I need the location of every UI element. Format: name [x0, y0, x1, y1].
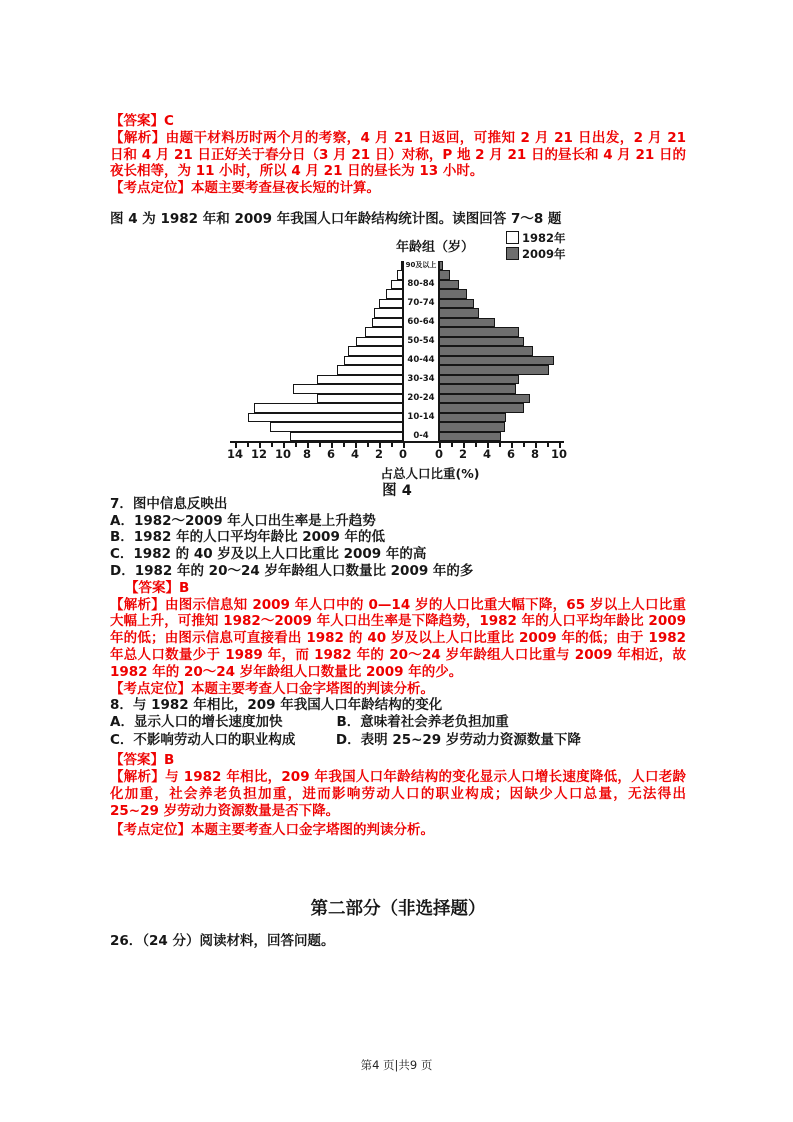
bar-1982-5-9 — [270, 422, 403, 432]
axis-tick — [475, 443, 477, 447]
q6-focus: 【考点定位】本题主要考查昼夜长短的计算。 — [110, 180, 380, 197]
legend-swatch-1982-icon — [506, 231, 519, 244]
pyramid-rows — [235, 261, 559, 442]
bar-1982-80-84 — [391, 280, 403, 290]
age-label-20-24: 20-24 — [403, 394, 439, 404]
q8-answer: 【答案】B — [110, 752, 175, 769]
q7-analysis: 【解析】由图示信息知 2009 年人口中的 0—14 岁的人口比重大幅下降，65 岁以上人口比重大幅上升，可推知 1982～2009 年人口出生率是下降趋势，1982 年的人口平均年龄比 2009 年的低；由图示信息可直接看出 1982 的 40 岁及以上人口比重比 2009 年的低；由于 1982 年总人口数量少于 1989 年，而 1982 年的 20～24 岁年龄组人口比重与 2009 年相近，故 1982 年的 20～24 岁年龄组人口数量比 2009 年的少。 — [110, 596, 686, 680]
q7-option-c: C．1982 的 40 岁及以上人口比重比 2009 年的高 — [110, 546, 427, 563]
axis-tick-label: 2 — [458, 447, 467, 462]
bar-1982-50-54 — [356, 337, 403, 347]
q7-option-a: A．1982～2009 年人口出生率是上升趋势 — [110, 512, 376, 529]
chart-legend — [506, 230, 566, 262]
age-label-10-14: 10-14 — [403, 413, 439, 423]
q8-focus: 【考点定位】本题主要考查人口金字塔图的判读分析。 — [110, 822, 434, 839]
population-pyramid-chart — [110, 228, 686, 499]
axis-tick — [547, 443, 549, 447]
bar-2009-90及以上 — [439, 261, 443, 271]
pyramid-row-60-64 — [235, 318, 559, 328]
bar-2009-65-69 — [439, 308, 479, 318]
pyramid-row-0-4 — [235, 432, 559, 442]
bar-1982-0-4 — [290, 432, 403, 442]
pyramid-row-30-34 — [235, 375, 559, 385]
bar-2009-15-19 — [439, 403, 524, 413]
page-content — [110, 113, 686, 950]
bar-1982-15-19 — [254, 403, 403, 413]
chart-title: 年龄组（岁） — [395, 239, 474, 255]
bar-2009-30-34 — [439, 375, 519, 385]
legend-label-2009: 2009年 — [522, 246, 566, 261]
axis-tick-label: 8 — [302, 447, 311, 462]
age-label-90及以上: 90及以上 — [403, 261, 439, 271]
axis-tick — [271, 443, 273, 447]
legend-swatch-2009-icon — [506, 247, 519, 260]
bar-1982-60-64 — [372, 318, 403, 328]
axis-tick-label: 10 — [274, 447, 291, 462]
bar-2009-25-29 — [439, 384, 516, 394]
page-footer: 第4 页|共9 页 — [360, 1058, 433, 1072]
axis-tick-label: 10 — [550, 447, 567, 462]
q8-stem: 8．与 1982 年相比，209 年我国人口年龄结构的变化 — [110, 697, 443, 714]
axis-tick-label: 14 — [226, 447, 243, 462]
axis-tick — [523, 443, 525, 447]
legend-item-2009 — [506, 246, 566, 262]
axis-tick-label: 0 — [398, 447, 407, 462]
axis-tick-label: 6 — [326, 447, 335, 462]
bar-1982-40-44 — [344, 356, 403, 366]
pyramid-row-45-49 — [235, 346, 559, 356]
axis-tick-label: 12 — [250, 447, 267, 462]
bar-2009-0-4 — [439, 432, 501, 442]
bar-2009-45-49 — [439, 346, 533, 356]
pyramid-row-5-9 — [235, 422, 559, 432]
bar-2009-10-14 — [439, 413, 506, 423]
bar-1982-55-59 — [365, 327, 403, 337]
pyramid-row-35-39 — [235, 365, 559, 375]
pyramid-row-15-19 — [235, 403, 559, 413]
bar-2009-55-59 — [439, 327, 519, 337]
pyramid-row-75-79 — [235, 289, 559, 299]
axis-tick — [367, 443, 369, 447]
bar-2009-5-9 — [439, 422, 505, 432]
q8-options-cd: C．不影响劳动人口的职业构成 D．表明 25~29 岁劳动力资源数量下降 — [110, 731, 581, 748]
section2-heading: 第二部分（非选择题） — [310, 899, 486, 920]
age-label-50-54: 50-54 — [403, 337, 439, 347]
figure-intro: 图 4 为 1982 年和 2009 年我国人口年龄结构统计图。读图回答 7～8 题 — [110, 210, 562, 227]
axis-tick — [343, 443, 345, 447]
pyramid-row-70-74 — [235, 299, 559, 309]
q7-stem: 7．图中信息反映出 — [110, 495, 228, 512]
axis-tick-label: 2 — [374, 447, 383, 462]
age-label-0-4: 0-4 — [403, 432, 439, 442]
chart-xlabel: 占总人口比重(%) — [380, 465, 480, 481]
axis-tick-label: 0 — [434, 447, 443, 462]
axis-tick — [499, 443, 501, 447]
q26-intro: 26．（24 分）阅读材料，回答问题。 — [110, 933, 335, 950]
age-label-40-44: 40-44 — [403, 356, 439, 366]
pyramid-row-40-44 — [235, 356, 559, 366]
axis-tick — [319, 443, 321, 447]
q8-options-ab: A．显示人口的增长速度加快 B．意味着社会养老负担加重 — [110, 714, 509, 731]
bar-2009-40-44 — [439, 356, 554, 366]
age-label-30-34: 30-34 — [403, 375, 439, 385]
axis-tick-label: 4 — [350, 447, 359, 462]
bar-1982-35-39 — [337, 365, 403, 375]
pyramid-row-25-29 — [235, 384, 559, 394]
bar-1982-85-89 — [397, 270, 403, 280]
bar-1982-30-34 — [317, 375, 403, 385]
q8-analysis: 【解析】与 1982 年相比，209 年我国人口年龄结构的变化显示人口增长速度降低，人口老龄化加重，社会养老负担加重，进而影响劳动人口的职业构成；因缺少人口总量，无法得出 25~29 岁劳动力资源数量是否下降。 — [110, 768, 686, 819]
axis-tick — [247, 443, 249, 447]
bar-2009-20-24 — [439, 394, 530, 404]
q7-option-d: D．1982 年的 20～24 岁年龄组人口数量比 2009 年的多 — [110, 562, 474, 579]
bar-1982-90及以上 — [401, 261, 403, 271]
axis-tick-label: 4 — [482, 447, 491, 462]
pyramid-axis — [226, 441, 567, 465]
chart-caption: 图 4 — [382, 482, 412, 499]
legend-item-1982 — [506, 230, 566, 246]
bar-2009-70-74 — [439, 299, 474, 309]
bar-1982-70-74 — [379, 299, 403, 309]
bar-2009-75-79 — [439, 289, 467, 299]
q6-analysis: 【解析】由题干材料历时两个月的考察，4 月 21 日返回，可推知 2 月 21 日出发，2 月 21 日和 4 月 21 日正好关于春分日（3 月 21 日）对称，P 地 2 月 21 日的昼长和 4 月 21 日的夜长相等，为 11 小时，所以 4 月 21 日的昼长为 13 小时。 — [110, 129, 686, 180]
q7-answer: 【答案】B — [125, 579, 190, 596]
bar-2009-80-84 — [439, 280, 459, 290]
bar-2009-50-54 — [439, 337, 524, 347]
pyramid-row-85-89 — [235, 270, 559, 280]
age-label-60-64: 60-64 — [403, 318, 439, 328]
bar-1982-65-69 — [374, 308, 403, 318]
bar-2009-60-64 — [439, 318, 495, 328]
pyramid-row-80-84 — [235, 280, 559, 290]
bar-2009-85-89 — [439, 270, 450, 280]
pyramid-row-90及以上 — [235, 261, 559, 271]
axis-tick — [391, 443, 393, 447]
axis-tick-label: 6 — [506, 447, 515, 462]
q7-option-b: B．1982 年的人口平均年龄比 2009 年的低 — [110, 529, 386, 546]
axis-tick — [295, 443, 297, 447]
bar-1982-10-14 — [248, 413, 403, 423]
bar-1982-45-49 — [348, 346, 403, 356]
pyramid-row-50-54 — [235, 337, 559, 347]
legend-label-1982: 1982年 — [522, 230, 566, 245]
pyramid-row-10-14 — [235, 413, 559, 423]
bar-1982-20-24 — [317, 394, 403, 404]
q7-focus: 【考点定位】本题主要考查人口金字塔图的判读分析。 — [110, 680, 434, 697]
bar-2009-35-39 — [439, 365, 549, 375]
axis-tick-label: 8 — [530, 447, 539, 462]
pyramid-row-55-59 — [235, 327, 559, 337]
bar-1982-25-29 — [293, 384, 403, 394]
q6-answer: 【答案】C — [110, 113, 174, 129]
age-label-70-74: 70-74 — [403, 299, 439, 309]
age-label-80-84: 80-84 — [403, 280, 439, 290]
pyramid-row-20-24 — [235, 394, 559, 404]
axis-tick — [451, 443, 453, 447]
pyramid-row-65-69 — [235, 308, 559, 318]
bar-1982-75-79 — [386, 289, 403, 299]
